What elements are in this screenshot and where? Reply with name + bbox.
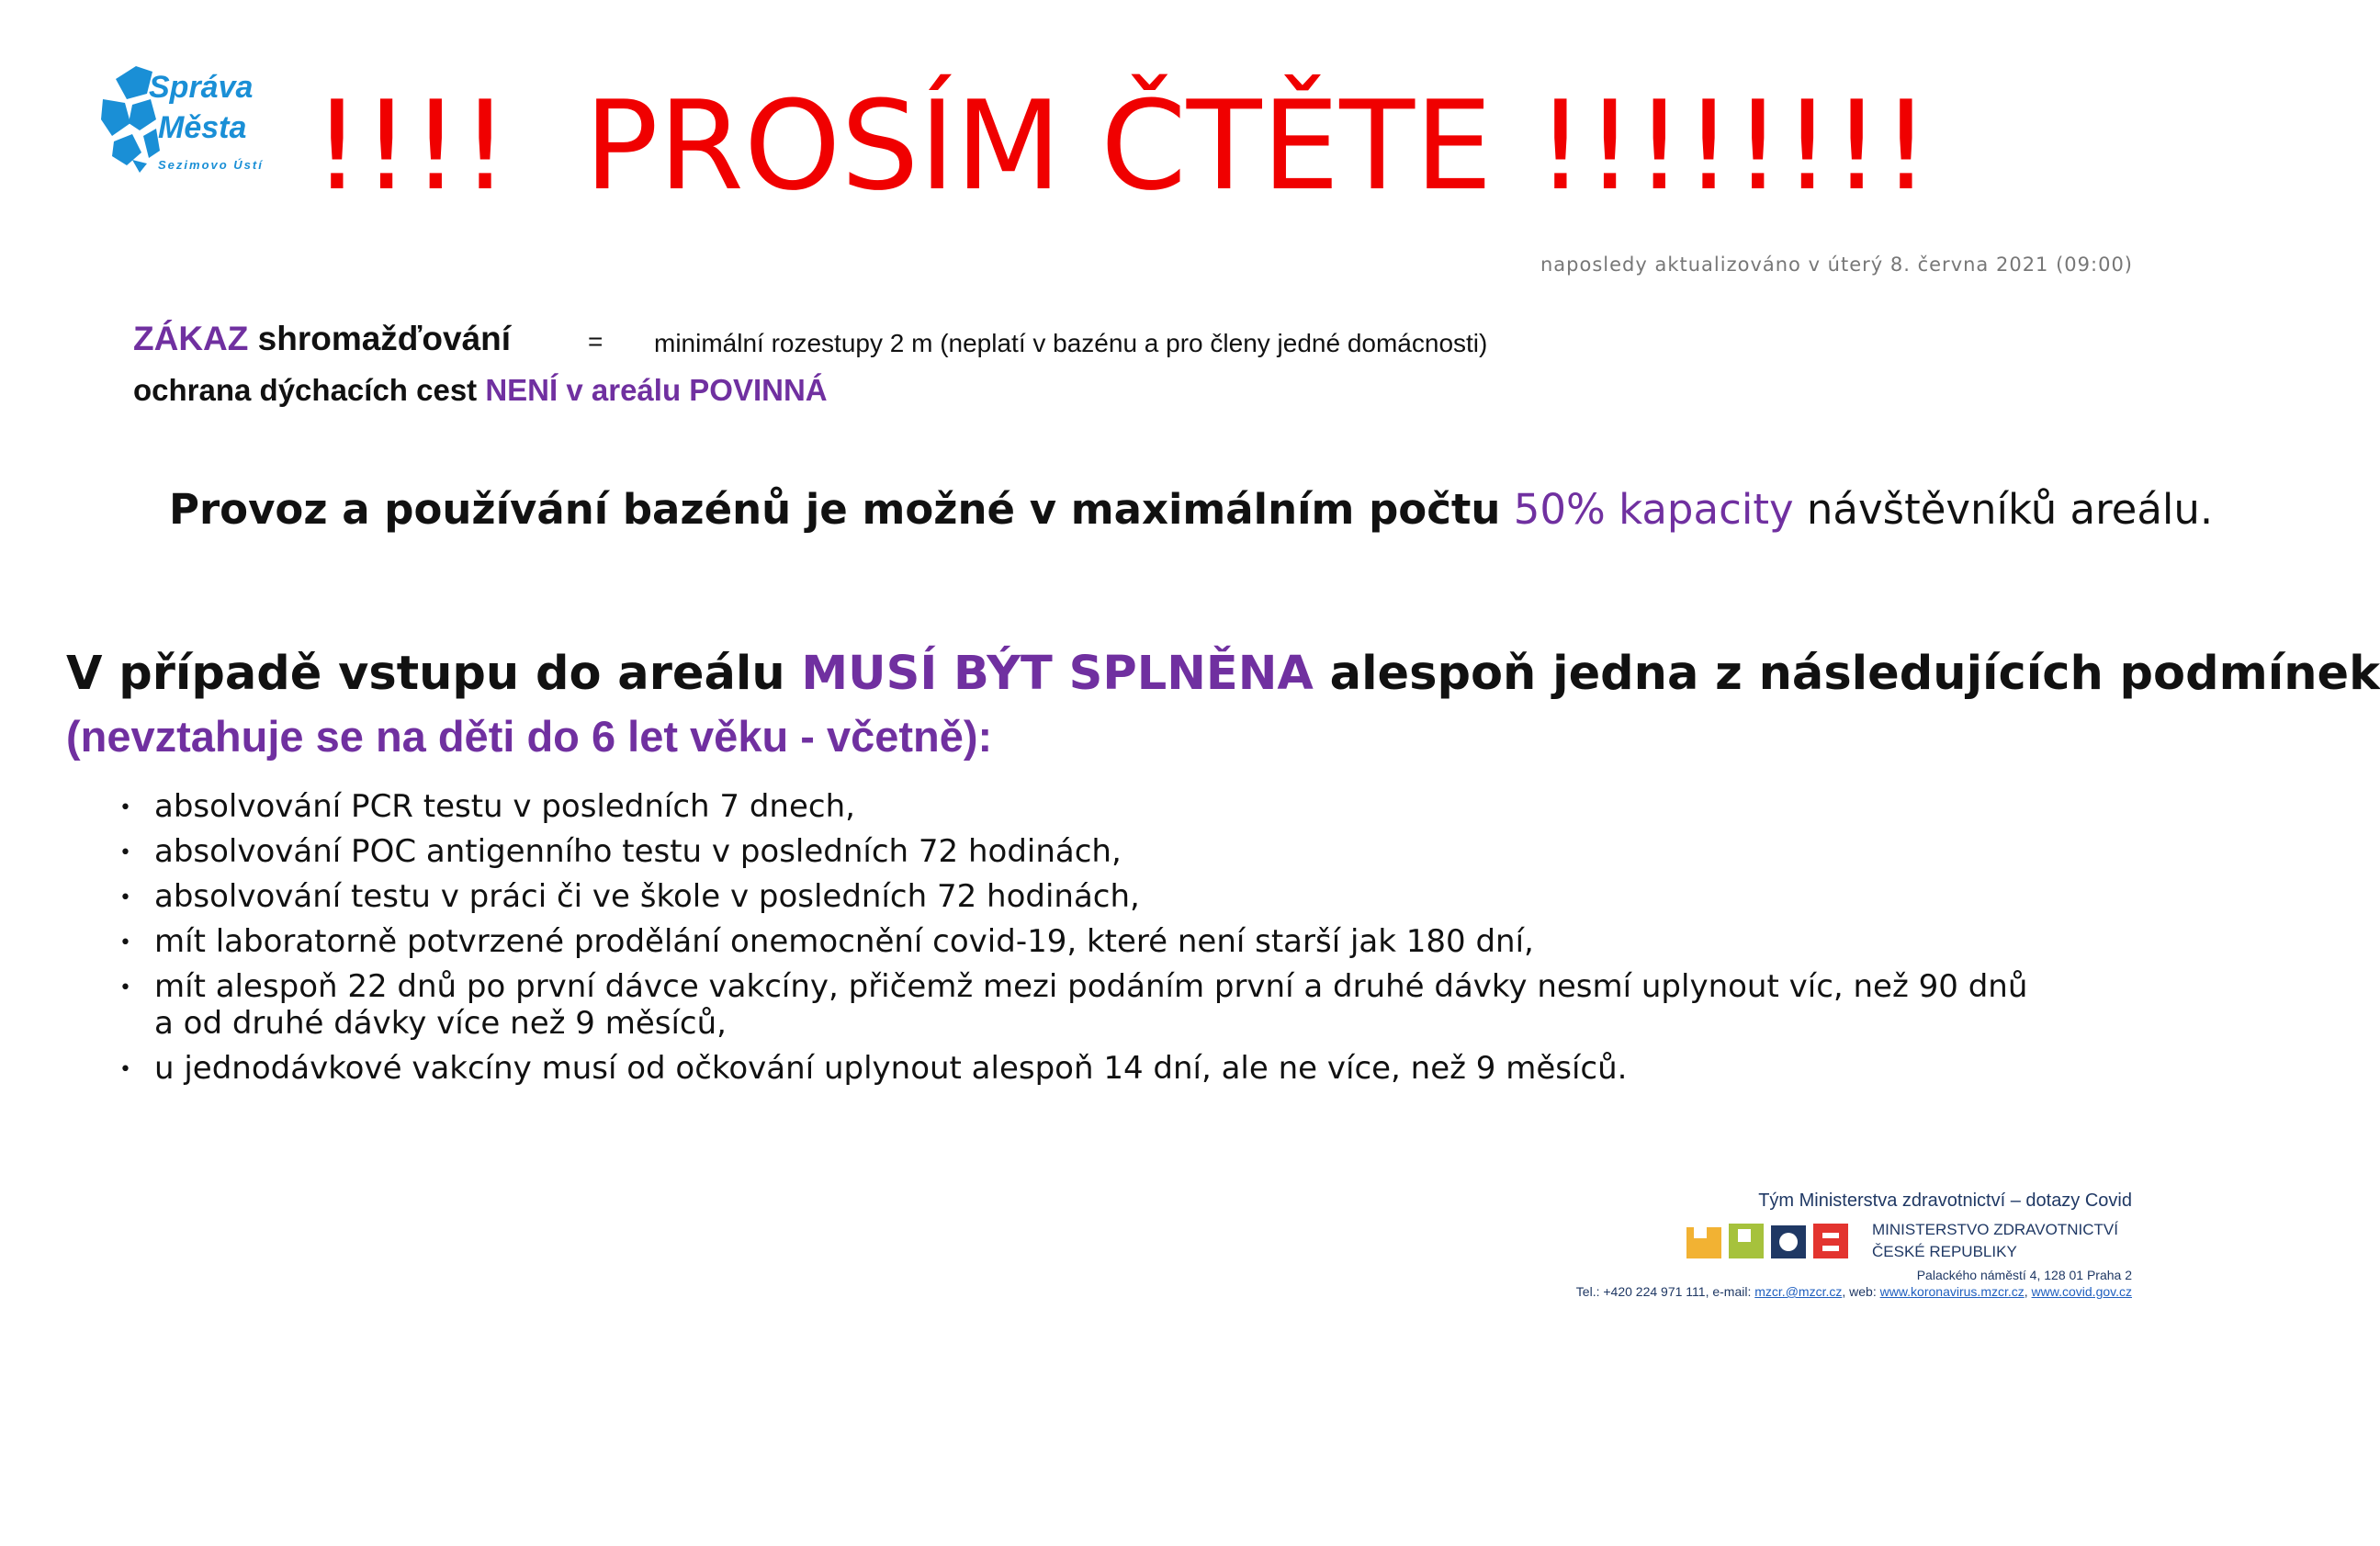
- condition-item: • mít laboratorně potvrzené prodělání onemocnění covid-19, které není starší jak 180 dní,: [119, 923, 2027, 960]
- vstup-note: (nevztahuje se na děti do 6 let věku - včetně):: [66, 712, 993, 761]
- ochrana-line: [133, 373, 828, 408]
- web-label: , web:: [1842, 1284, 1877, 1299]
- sprava-mesta-logo: [99, 62, 265, 175]
- zakaz-word: ZÁKAZ: [133, 320, 249, 357]
- equals-sign: =: [588, 327, 603, 355]
- vstup-suffix: alespoň jedna z následujících podmínek: [1329, 647, 2380, 701]
- ministry-team: Tým Ministerstva zdravotnictví – dotazy Covid: [1758, 1191, 2132, 1211]
- logo-line-2: Města: [158, 110, 247, 145]
- ministry-name-line1: MINISTERSTVO ZDRAVOTNICTVÍ: [1872, 1221, 2118, 1238]
- condition-item: • absolvování PCR testu v posledních 7 dnech,: [119, 788, 2027, 825]
- provoz-line: [169, 485, 2213, 534]
- condition-item: • absolvování POC antigenního testu v posledních 72 hodinách,: [119, 833, 2027, 870]
- logo-line-3: Sezimovo Ústí: [158, 158, 264, 172]
- rozestupy-text: minimální rozestupy 2 m (neplatí v bazénu a pro členy jedné domácnosti): [654, 329, 1488, 357]
- condition-item: [119, 968, 2027, 1042]
- ministry-logo-icon: [1686, 1222, 1852, 1260]
- headline-exclamations-right: !!!!!!!!: [1536, 74, 1931, 218]
- contact-prefix: Tel.: +420 224 971 111, e-mail:: [1575, 1284, 1752, 1299]
- logo-line-1: Správa: [149, 70, 254, 105]
- provoz-capacity: 50% kapacity: [1513, 485, 1794, 534]
- vstup-heading: [66, 647, 2380, 701]
- web-link-covid[interactable]: www.covid.gov.cz: [2031, 1284, 2132, 1299]
- headline-title: PROSÍM ČTĚTE: [584, 74, 1493, 218]
- provoz-rest: návštěvníků areálu.: [1806, 485, 2214, 534]
- ministry-contact: [1576, 1284, 2132, 1299]
- ministry-name-line2: ČESKÉ REPUBLIKY: [1872, 1243, 2017, 1260]
- zakaz-heading: [133, 320, 511, 358]
- provoz-bold: Provoz a používání bazénů je možné v maximálním počtu: [169, 485, 1501, 534]
- headline-exclamations-left: !!!!: [312, 74, 510, 218]
- web-link-koronavirus[interactable]: www.koronavirus.mzcr.cz: [1879, 1284, 2025, 1299]
- condition-item-line2: a od druhé dávky více než 9 měsíců,: [154, 1005, 727, 1042]
- ministry-logo: [1686, 1222, 1852, 1260]
- ministry-address: Palackého náměstí 4, 128 01 Praha 2: [1916, 1268, 2132, 1282]
- ministry-name: [1872, 1219, 2118, 1263]
- vstup-prefix: V případě vstupu do areálu: [66, 647, 785, 701]
- web-separator: ,: [2024, 1284, 2028, 1299]
- email-link[interactable]: mzcr.@mzcr.cz: [1754, 1284, 1843, 1299]
- conditions-list: [119, 788, 2027, 1095]
- last-updated: naposledy aktualizováno v úterý 8. června 2021 (09:00): [1540, 254, 2133, 276]
- ochrana-emph: NENÍ v areálu POVINNÁ: [485, 373, 828, 407]
- condition-item: • absolvování testu v práci či ve škole v posledních 72 hodinách,: [119, 878, 2027, 915]
- zakaz-rest: shromažďování: [257, 320, 512, 357]
- ochrana-prefix: ochrana dýchacích cest: [133, 373, 478, 407]
- condition-item: • u jednodávkové vakcíny musí od očkování uplynout alespoň 14 dní, ale ne více, než 9 měsíců.: [119, 1050, 2027, 1087]
- condition-item-line1: mít alespoň 22 dnů po první dávce vakcíny, přičemž mezi podáním první a druhé dávky nesmí uplynout víc, než 90 dnů: [154, 968, 2028, 1005]
- vstup-emph: MUSÍ BÝT SPLNĚNA: [801, 647, 1314, 701]
